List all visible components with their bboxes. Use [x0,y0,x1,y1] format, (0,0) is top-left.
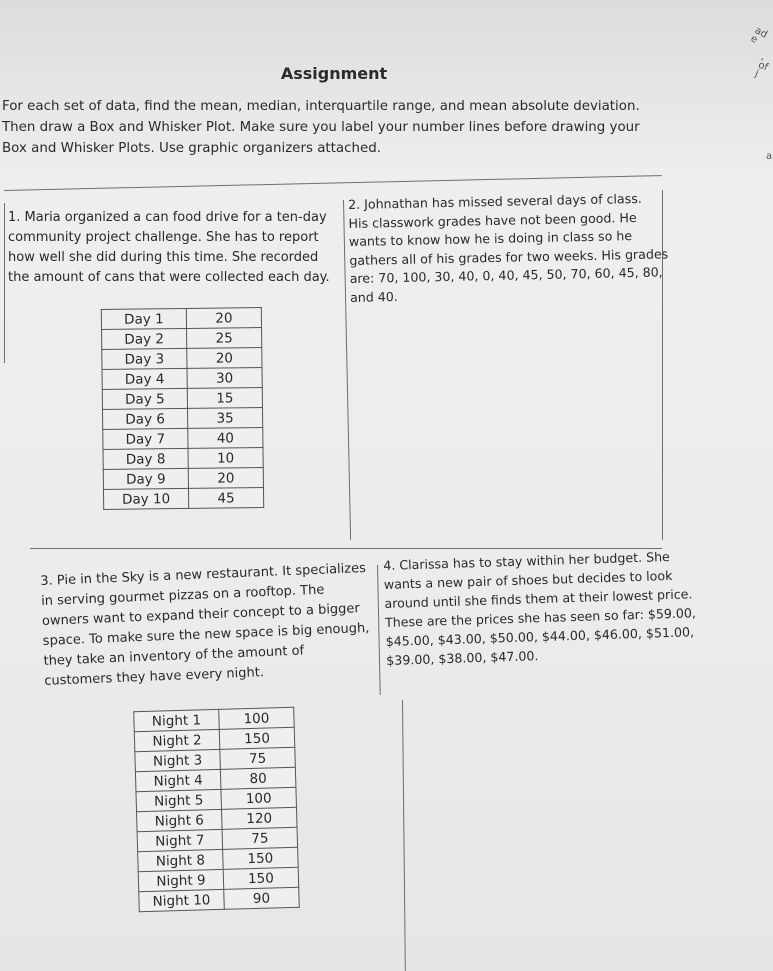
problem-1-line: the amount of cans that were collected each day. [8,270,330,285]
table-label: Night 3 [135,749,221,771]
problem-2-line: gathers all of his grades for two weeks. His grades [349,245,669,268]
table-value: 10 [188,448,263,469]
problem-1 [8,208,330,288]
problem-3-line: 3. Pie in the Sky is a new restaurant. It specializes [40,560,367,589]
table-label: Night 9 [138,869,224,891]
problem-1-line: 1. Maria organized a can food drive for a ten-day [8,210,327,225]
table-label: Night 6 [137,809,223,831]
table-label: Day 9 [103,468,188,489]
problem-3-line: space. To make sure the new space is big enough, [42,620,370,649]
table-row [139,887,299,911]
table-label: Night 2 [134,729,220,751]
problem-4-line: around until she finds them at their lowest price. [384,586,693,611]
problem-3-line: in serving gourmet pizzas on a rooftop. The [40,582,325,609]
table-row [103,448,263,470]
table-value: 25 [187,328,262,349]
instruction-line: Then draw a Box and Whisker Plot. Make sure you label your number lines before drawing your [2,120,640,135]
problem-2-line: 2. Johnathan has missed several days of class. [348,190,642,212]
grid-line-left [4,203,5,363]
problem-3 [40,559,371,692]
problem-2 [348,189,669,307]
problem-2-line: and 40. [349,288,398,305]
table-row [101,308,261,330]
instruction-line: Box and Whisker Plots. Use graphic organizers attached. [2,141,381,156]
table-label: Day 5 [102,388,187,409]
problem-4-line: 4. Clarissa has to stay within her budget. She [383,548,671,573]
table-label: Night 5 [136,789,222,811]
table-value: 15 [187,388,262,409]
problem-3-line: they take an inventory of the amount of [43,643,305,669]
margin-scrap: ad e [748,25,769,46]
table-value: 45 [188,488,263,509]
table-value: 20 [186,308,261,329]
table-value: 150 [223,847,299,869]
page-title: Assignment [280,64,388,83]
problem-1-line: community project challenge. She has to report [8,230,319,245]
table-label: Night 1 [134,709,220,731]
table-label: Night 8 [138,849,224,871]
table-row [103,408,263,430]
table-row [103,488,263,510]
table-value: 75 [222,827,298,849]
table-label: Day 8 [103,448,188,469]
table-value: 35 [187,408,262,429]
problem-4-line: $39.00, $38.00, $47.00. [386,648,539,668]
problem-3-table [133,707,300,912]
table-value: 20 [188,468,263,489]
table-value: 100 [219,707,295,729]
margin-scrap: , of j [753,51,770,80]
table-label: Night 10 [139,889,225,911]
table-value: 90 [224,887,300,909]
margin-scrap: a [766,151,773,162]
table-value: 30 [187,368,262,389]
table-value: 150 [223,867,299,889]
problem-2-line: His classwork grades have not been good. He [348,209,637,231]
table-value: 120 [221,807,297,829]
table-row [102,368,262,390]
table-label: Day 4 [102,368,187,389]
problem-4 [383,546,697,670]
problem-2-line: wants to know how he is doing in class so he [348,228,633,249]
table-row [103,468,263,490]
problem-1-line: how well she did during this time. She recorded [8,250,319,265]
table-row [102,328,262,350]
instruction-line: For each set of data, find the mean, median, interquartile range, and mean absolute deviation. [2,99,640,114]
table-value: 80 [220,767,296,789]
table-row [102,348,262,370]
table-value: 150 [219,727,295,749]
table-label: Day 3 [102,348,187,369]
instructions [2,96,672,159]
problem-4-line: These are the prices she has seen so far: $59.00, [384,605,697,630]
problem-4-line: $45.00, $43.00, $50.00, $44.00, $46.00, $51.00, [385,624,695,649]
table-value: 75 [220,747,296,769]
problem-3-line: owners want to expand their concept to a bigger [41,601,361,629]
table-value: 20 [187,348,262,369]
table-value: 100 [221,787,297,809]
table-value: 40 [188,428,263,449]
table-label: Day 1 [101,308,186,329]
grid-line-middle [30,548,662,549]
table-label: Day 10 [103,488,188,509]
problem-1-table [101,307,264,510]
table-label: Day 2 [102,328,187,349]
table-row [102,388,262,410]
table-label: Day 7 [103,428,188,449]
table-row [103,428,263,450]
table-label: Night 4 [135,769,221,791]
problem-2-line: are: 70, 100, 30, 40, 0, 40, 45, 50, 70, 60, 45, 80, [349,264,663,286]
table-label: Day 6 [103,408,188,429]
table-label: Night 7 [137,829,223,851]
problem-4-line: wants a new pair of shoes but decides to look [383,567,673,592]
problem-3-line: customers they have every night. [44,665,265,689]
